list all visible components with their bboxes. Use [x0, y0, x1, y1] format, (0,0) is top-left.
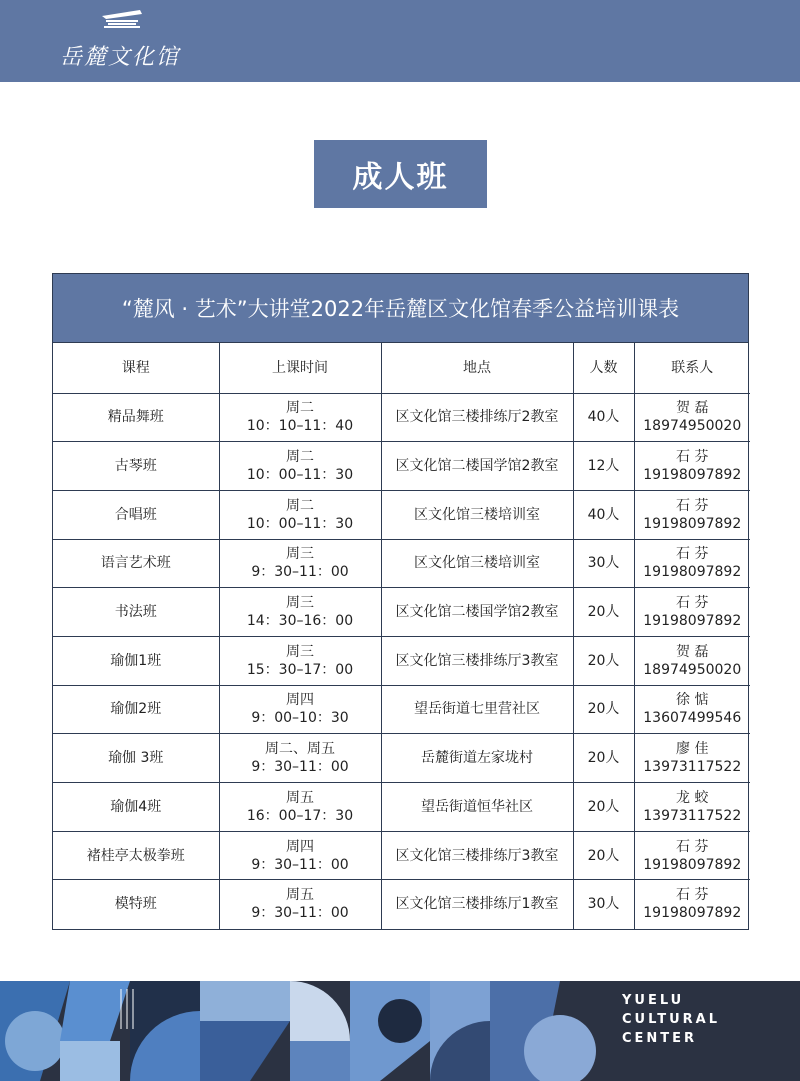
contact-cell-contact-phone: 13973117522 — [643, 759, 742, 776]
time-cell-time: 15：30–17：00 — [246, 661, 354, 678]
count-cell: 20人 — [573, 636, 634, 685]
location-cell: 区文化馆三楼培训室 — [381, 539, 573, 588]
contact-cell — [634, 831, 750, 880]
footer-brand — [622, 991, 800, 1048]
course-cell: 精品舞班 — [53, 393, 219, 442]
count-cell: 30人 — [573, 880, 634, 929]
section-title: 成人班 — [314, 140, 487, 208]
table-row — [53, 393, 750, 442]
contact-cell-contact-name: 石 芬 — [676, 449, 709, 466]
location-cell: 区文化馆三楼培训室 — [381, 490, 573, 539]
table-row — [53, 685, 750, 734]
time-cell-time: 10：10–11：40 — [246, 418, 354, 435]
time-cell — [219, 783, 381, 832]
count-cell: 40人 — [573, 393, 634, 442]
table-row — [53, 734, 750, 783]
contact-cell — [634, 393, 750, 442]
contact-cell — [634, 588, 750, 637]
column-header-contact: 联系人 — [634, 343, 750, 393]
course-cell: 模特班 — [53, 880, 219, 929]
time-cell — [219, 734, 381, 783]
contact-cell-contact-name: 石 芬 — [676, 838, 709, 855]
contact-cell-contact-name: 廖 佳 — [676, 741, 709, 758]
schedule-table — [53, 343, 750, 929]
time-cell — [219, 831, 381, 880]
count-cell: 20人 — [573, 783, 634, 832]
count-cell: 40人 — [573, 490, 634, 539]
location-cell: 区文化馆三楼排练厅3教室 — [381, 831, 573, 880]
contact-cell-contact-name: 石 芬 — [676, 595, 709, 612]
column-header-course: 课程 — [53, 343, 219, 393]
contact-cell — [634, 490, 750, 539]
contact-cell-contact-phone: 18974950020 — [643, 661, 742, 678]
table-header-row — [53, 343, 750, 393]
count-cell: 20人 — [573, 588, 634, 637]
course-cell: 瑜伽1班 — [53, 636, 219, 685]
logo — [60, 10, 190, 72]
contact-cell-contact-name: 石 芬 — [676, 497, 709, 514]
time-cell — [219, 442, 381, 491]
contact-cell — [634, 442, 750, 491]
time-cell-day: 周二 — [286, 449, 314, 466]
count-cell: 12人 — [573, 442, 634, 491]
location-cell: 岳麓街道左家垅村 — [381, 734, 573, 783]
contact-cell-contact-phone: 19198097892 — [643, 467, 742, 484]
time-cell-day: 周四 — [286, 692, 314, 709]
table-row — [53, 880, 750, 929]
building-icon — [100, 10, 146, 32]
location-cell: 望岳街道七里营社区 — [381, 685, 573, 734]
footer-line-1: YUELU — [622, 993, 685, 1008]
column-header-time: 上课时间 — [219, 343, 381, 393]
contact-cell — [634, 539, 750, 588]
time-cell-time: 9：30–11：00 — [251, 564, 349, 581]
contact-cell-contact-phone: 13607499546 — [643, 710, 742, 727]
contact-cell-contact-phone: 19198097892 — [643, 564, 742, 581]
column-header-count: 人数 — [573, 343, 634, 393]
table-row — [53, 490, 750, 539]
contact-cell — [634, 880, 750, 929]
time-cell — [219, 490, 381, 539]
count-cell: 20人 — [573, 734, 634, 783]
time-cell-time: 9：30–11：00 — [251, 905, 349, 922]
contact-cell-contact-phone: 19198097892 — [643, 613, 742, 630]
table-row — [53, 831, 750, 880]
time-cell-day: 周二 — [286, 497, 314, 514]
time-cell-day: 周三 — [286, 546, 314, 563]
location-cell: 区文化馆三楼排练厅3教室 — [381, 636, 573, 685]
location-cell: 区文化馆三楼排练厅2教室 — [381, 393, 573, 442]
course-cell: 书法班 — [53, 588, 219, 637]
contact-cell-contact-phone: 19198097892 — [643, 856, 742, 873]
table-row — [53, 442, 750, 491]
contact-cell-contact-name: 龙 蛟 — [676, 789, 709, 806]
time-cell-day: 周二 — [286, 400, 314, 417]
time-cell-day: 周二、周五 — [265, 741, 335, 758]
time-cell-time: 16：00–17：30 — [246, 807, 354, 824]
time-cell-time: 9：30–11：00 — [251, 759, 349, 776]
footer-banner — [0, 981, 800, 1081]
geometric-pattern — [0, 981, 600, 1081]
time-cell — [219, 539, 381, 588]
table-row — [53, 783, 750, 832]
contact-cell-contact-phone: 19198097892 — [643, 905, 742, 922]
contact-cell-contact-name: 贺 磊 — [676, 643, 709, 660]
time-cell-time: 9：30–11：00 — [251, 856, 349, 873]
location-cell: 望岳街道恒华社区 — [381, 783, 573, 832]
contact-cell-contact-name: 石 芬 — [676, 887, 709, 904]
time-cell-day: 周五 — [286, 789, 314, 806]
time-cell-day: 周三 — [286, 595, 314, 612]
count-cell: 20人 — [573, 685, 634, 734]
time-cell-time: 10：00–11：30 — [246, 515, 354, 532]
time-cell-time: 10：00–11：30 — [246, 467, 354, 484]
contact-cell-contact-phone: 13973117522 — [643, 807, 742, 824]
course-cell: 瑜伽4班 — [53, 783, 219, 832]
count-cell: 30人 — [573, 539, 634, 588]
course-cell: 瑜伽 3班 — [53, 734, 219, 783]
course-cell: 褚桂亭太极拳班 — [53, 831, 219, 880]
time-cell-day: 周三 — [286, 643, 314, 660]
table-row — [53, 539, 750, 588]
location-cell: 区文化馆三楼排练厅1教室 — [381, 880, 573, 929]
contact-cell — [634, 636, 750, 685]
footer-line-2: CULTURAL CENTER — [622, 1012, 721, 1046]
contact-cell-contact-phone: 19198097892 — [643, 515, 742, 532]
time-cell-time: 9：00–10：30 — [251, 710, 349, 727]
course-cell: 瑜伽2班 — [53, 685, 219, 734]
course-cell: 合唱班 — [53, 490, 219, 539]
contact-cell — [634, 734, 750, 783]
location-cell: 区文化馆二楼国学馆2教室 — [381, 588, 573, 637]
time-cell — [219, 880, 381, 929]
contact-cell — [634, 685, 750, 734]
contact-cell — [634, 783, 750, 832]
contact-cell-contact-name: 徐 惦 — [676, 692, 709, 709]
course-cell: 古琴班 — [53, 442, 219, 491]
header-banner — [0, 0, 800, 82]
time-cell — [219, 588, 381, 637]
schedule-table-container — [52, 273, 749, 930]
time-cell-day: 周五 — [286, 887, 314, 904]
contact-cell-contact-name: 石 芬 — [676, 546, 709, 563]
count-cell: 20人 — [573, 831, 634, 880]
time-cell — [219, 393, 381, 442]
logo-text: 岳麓文化馆 — [60, 45, 181, 70]
time-cell — [219, 685, 381, 734]
contact-cell-contact-name: 贺 磊 — [676, 400, 709, 417]
table-row — [53, 588, 750, 637]
column-header-location: 地点 — [381, 343, 573, 393]
time-cell-day: 周四 — [286, 838, 314, 855]
course-cell: 语言艺术班 — [53, 539, 219, 588]
time-cell — [219, 636, 381, 685]
time-cell-time: 14：30–16：00 — [246, 613, 354, 630]
contact-cell-contact-phone: 18974950020 — [643, 418, 742, 435]
location-cell: 区文化馆二楼国学馆2教室 — [381, 442, 573, 491]
table-row — [53, 636, 750, 685]
schedule-title: “麓风 · 艺术”大讲堂2022年岳麓区文化馆春季公益培训课表 — [53, 274, 748, 343]
